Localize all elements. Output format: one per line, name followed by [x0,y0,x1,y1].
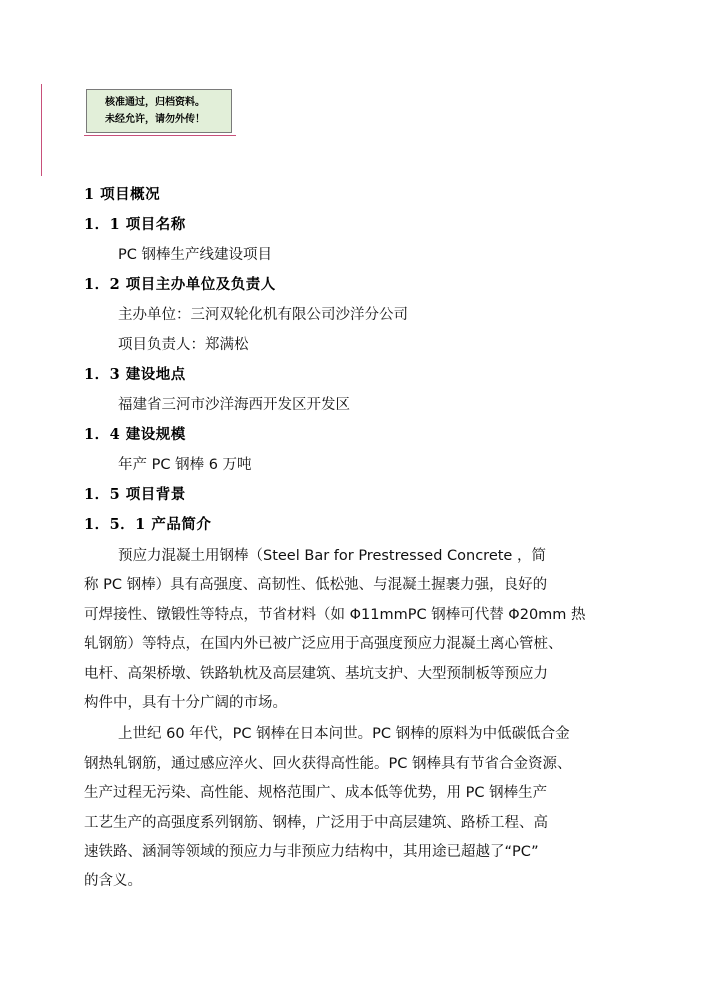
section-heading-1-3: 1．3 建设地点 [84,366,186,383]
section-heading-1-1: 1．1 项目名称 [84,216,186,233]
section-heading-1-2: 1．2 项目主办单位及负责人 [84,276,276,293]
paragraph-line: 称 PC 钢棒）具有高强度、高韧性、低松弛、与混凝土握裹力强，良好的 [84,577,548,594]
construction-scale: 年产 PC 钢棒 6 万吨 [118,457,252,473]
paragraph-line: 上世纪 60 年代，PC 钢棒在日本问世。PC 钢棒的原料为中低碳低合金 [118,726,570,743]
section-heading-1-5: 1．5 项目背景 [84,486,186,503]
margin-revision-mark [41,84,42,176]
paragraph-line: 电杆、高架桥墩、铁路轨枕及高层建筑、基坑支护、大型预制板等预应力 [84,665,548,682]
project-manager: 项目负责人：郑满松 [118,337,249,353]
paragraph-line: 的含义。 [84,873,142,890]
paragraph-line: 生产过程无污染、高性能、规格范围广、成本低等优势，用 PC 钢棒生产 [84,785,548,802]
project-name: PC 钢棒生产线建设项目 [118,247,272,263]
paragraph-line: 钢热轧钢筋，通过感应淬火、回火获得高性能。PC 钢棒具有节省合金资源、 [84,755,572,772]
paragraph-line: 构件中，具有十分广阔的市场。 [84,694,287,711]
section-heading-1: 1 项目概况 [84,186,161,203]
paragraph-line: 轧钢筋）等特点，在国内外已被广泛应用于高强度预应力混凝土离心管桩、 [84,636,563,653]
sponsor-unit: 主办单位：三河双轮化机有限公司沙洋分公司 [118,307,408,323]
stamp-line-1: 核准通过，归档资料。 [105,97,205,108]
stamp-underline [84,135,236,136]
product-intro-paragraph [84,542,624,718]
stamp-line-2: 未经允许，请勿外传！ [105,114,205,125]
history-paragraph [84,720,624,896]
paragraph-line: 预应力混凝土用钢棒（Steel Bar for Prestressed Concrete ，简 [118,548,546,564]
approval-stamp [86,89,232,133]
paragraph-line: 工艺生产的高强度系列钢筋、钢棒，广泛用于中高层建筑、路桥工程、高 [84,814,548,831]
paragraph-line: 速铁路、涵洞等领域的预应力与非预应力结构中，其用途已超越了“PC” [84,843,539,860]
document-body [84,180,624,897]
construction-location: 福建省三河市沙洋海西开发区开发区 [118,397,350,413]
section-heading-1-4: 1．4 建设规模 [84,426,186,443]
section-heading-1-5-1: 1．5．1 产品简介 [84,516,212,533]
paragraph-line: 可焊接性、镦锻性等特点，节省材料（如 Φ11mmPC 钢棒可代替 Φ20mm 热 [84,606,586,623]
